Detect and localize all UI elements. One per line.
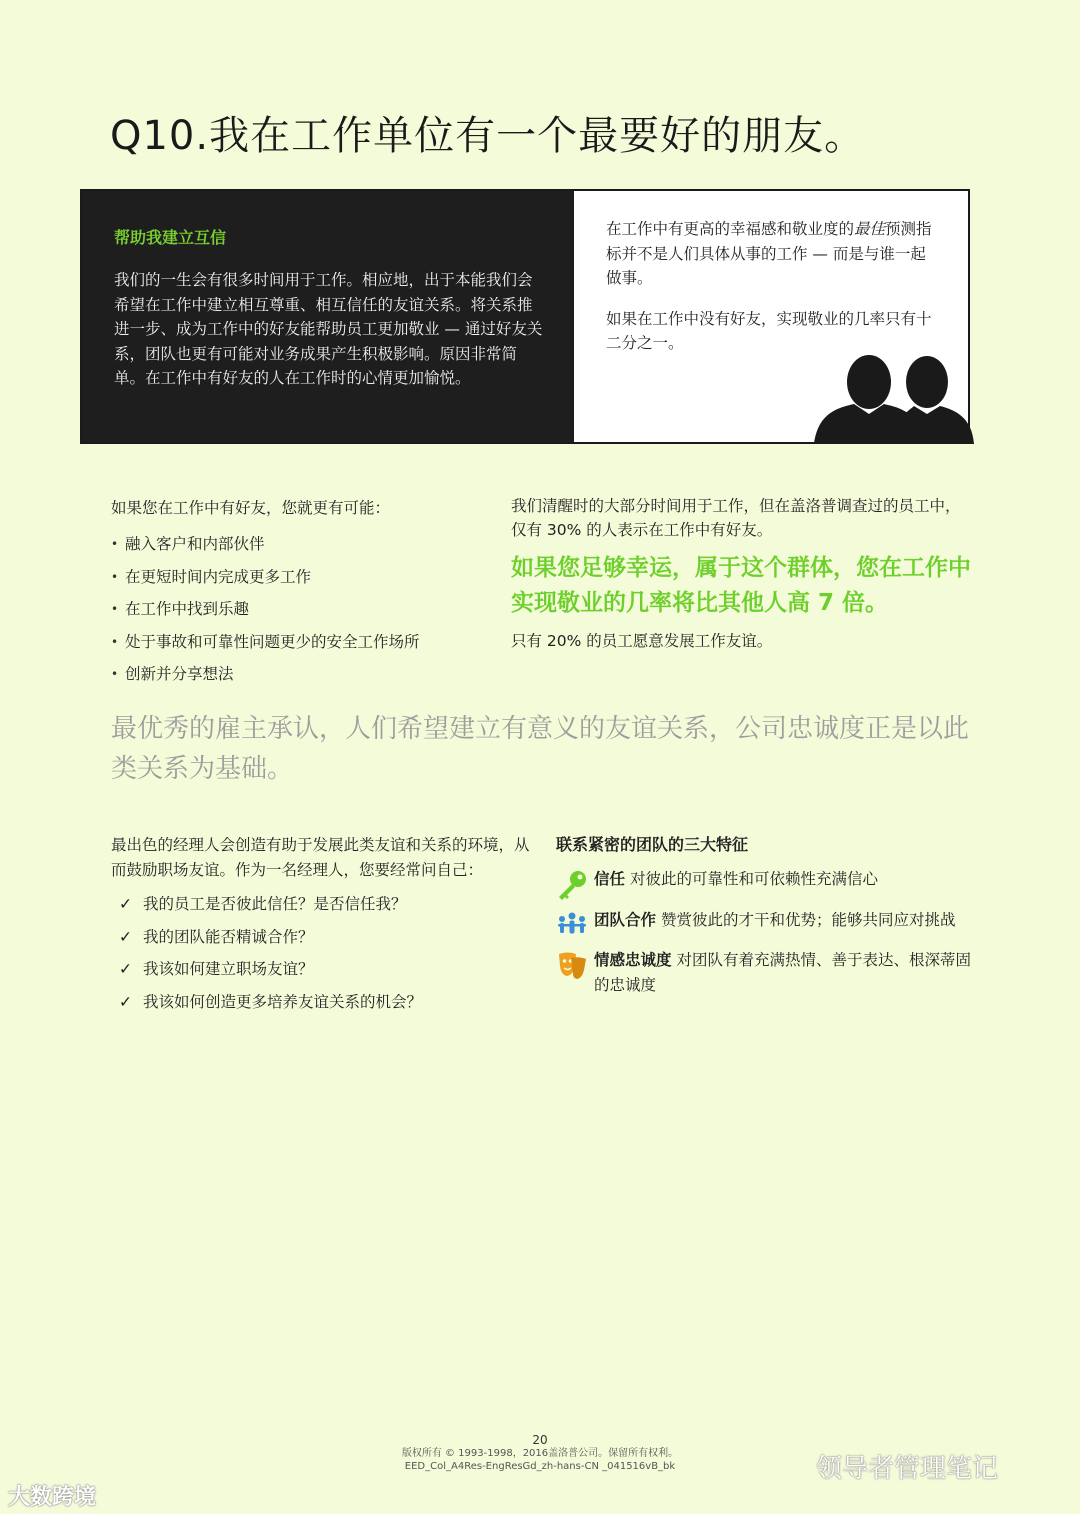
team-traits-section <box>556 832 976 1013</box>
page-title: Q10.我在工作单位有一个最要好的朋友。 <box>110 113 866 159</box>
callout-dark-panel <box>82 191 574 442</box>
list-item: • 处于事故和可靠性问题更少的安全工作场所 <box>111 626 496 659</box>
trait-teamwork <box>556 908 976 933</box>
trait-name: 信任 <box>594 870 626 888</box>
list-item: • 在更短时间内完成更多工作 <box>111 561 496 594</box>
checkmark-icon: ✓ <box>119 895 132 913</box>
checklist-item <box>111 921 531 954</box>
watermark-right: 领导者管理笔记 <box>816 1454 999 1484</box>
manager-intro: 最出色的经理人会创造有助于发展此类友谊和关系的环境，从而鼓励职场友谊。作为一名经理人，您要经常问自己： <box>111 836 530 879</box>
callout-fact-2: 如果在工作中没有好友，实现敬业的几率只有十二分之一。 <box>606 309 932 352</box>
intro-callout-box <box>80 189 970 444</box>
question-checklist <box>111 888 531 1018</box>
callout-fact-1 <box>606 217 932 291</box>
pull-quote: 最优秀的雇主承认，人们希望建立有意义的友谊关系，公司忠诚度正是以此类关系为基础。 <box>111 714 970 784</box>
list-item: • 创新并分享想法 <box>111 658 496 691</box>
trait-desc: 赞赏彼此的才干和优势；能够共同应对挑战 <box>660 910 956 929</box>
checklist-text: 我的团队能否精诚合作？ <box>143 927 314 946</box>
checklist-item <box>111 888 531 921</box>
checkmark-icon: ✓ <box>119 960 132 978</box>
two-people-silhouette-icon <box>814 352 974 444</box>
trait-desc: 对彼此的可靠性和可依赖性充满信心 <box>629 870 878 888</box>
traits-heading: 联系紧密的团队的三大特征 <box>556 835 749 854</box>
team-icon <box>556 910 588 942</box>
trait-emotional-loyalty <box>556 948 976 997</box>
checklist-item <box>111 953 531 986</box>
stat-note: 只有 20% 的员工愿意发展工作友谊。 <box>511 632 773 650</box>
trait-name: 团队合作 <box>594 910 657 929</box>
fact-1-pre: 在工作中有更高的幸福感和敬业度的 <box>606 220 855 238</box>
fact-1-post: 预测指标并不是人们具体从事的工作 — 而是与谁一起做事。 <box>606 220 932 287</box>
list-item: • 融入客户和内部伙伴 <box>111 528 496 561</box>
manager-questions-section <box>111 833 531 1018</box>
callout-heading: 帮助我建立互信 <box>114 228 227 247</box>
key-icon <box>556 869 588 901</box>
checklist-text: 我的员工是否彼此信任？是否信任我？ <box>143 895 407 913</box>
trait-desc: 对团队有着充满热情、善于表达、根深蒂固的忠诚度 <box>594 951 971 994</box>
trait-name: 情感忠诚度 <box>594 951 672 969</box>
callout-white-panel <box>574 191 968 442</box>
watermark-left: 大数跨境 <box>8 1485 97 1510</box>
document-code: EED_Col_A4Res-EngResGd_zh-hans-CN _041516vB_bk <box>404 1461 676 1472</box>
trait-trust <box>556 867 976 892</box>
checklist-text: 我该如何建立职场友谊？ <box>143 960 314 978</box>
checklist-item <box>111 986 531 1019</box>
page-number: 20 <box>532 1433 548 1447</box>
callout-body: 我们的一生会有很多时间用于工作。相应地，出于本能我们会希望在工作中建立相互尊重、相互信任的友谊关系。将关系推进一步、成为工作中的好友能帮助员工更加敬业 — 通过好友关系，团队也更有可能对业务成果产生积极影响。原因非常简单。在工作中有好友的人在工作时的心情更加愉悦。 <box>114 271 543 387</box>
checklist-text: 我该如何创造更多培养友谊关系的机会？ <box>143 992 423 1011</box>
statistics-section <box>511 494 971 653</box>
benefits-intro: 如果您在工作中有好友，您就更有可能： <box>111 499 391 517</box>
list-item: • 在工作中找到乐趣 <box>111 593 496 626</box>
checkmark-icon: ✓ <box>119 992 132 1011</box>
copyright-text: 版权所有 © 1993-1998，2016盖洛普公司。保留所有权利。 <box>401 1448 679 1459</box>
benefits-list <box>111 528 496 691</box>
masks-icon <box>556 950 588 982</box>
checkmark-icon: ✓ <box>119 927 132 946</box>
stat-intro: 我们清醒时的大部分时间用于工作，但在盖洛普调查过的员工中，仅有 30% 的人表示在工作中有好友。 <box>511 497 961 539</box>
fact-1-emphasis: 最佳 <box>854 220 886 238</box>
friend-benefits-section <box>111 496 496 691</box>
highlight-statement: 如果您足够幸运，属于这个群体，您在工作中实现敬业的几率将比其他人高 7 倍。 <box>511 555 971 616</box>
